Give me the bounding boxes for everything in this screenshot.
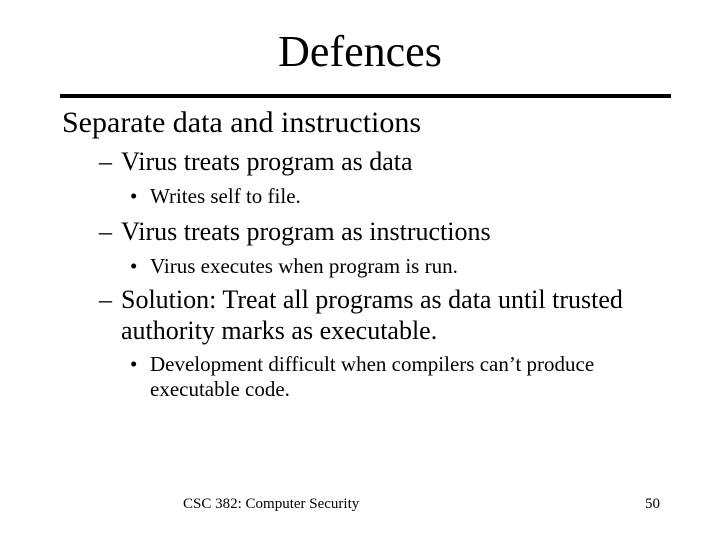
title-divider <box>60 94 671 98</box>
sub-point-text: Solution: Treat all programs as data until trusted authority marks as executable. <box>121 285 623 345</box>
detail-point-text: Development difficult when compilers can’t produce executable code. <box>150 352 595 401</box>
bullet-marker: • <box>130 254 138 278</box>
dash-marker: – <box>99 285 112 314</box>
main-bullet: Separate data and instructions <box>62 106 422 139</box>
slide-title: Defences <box>278 27 442 76</box>
footer-course-title: CSC 382: Computer Security <box>183 496 360 512</box>
sub-point-text: Virus treats program as instructions <box>121 217 491 246</box>
bullet-marker: • <box>130 184 138 208</box>
bullet-marker: • <box>130 352 138 376</box>
detail-point-text: Virus executes when program is run. <box>150 254 458 278</box>
dash-marker: – <box>99 217 112 246</box>
slide-number: 50 <box>645 496 660 512</box>
dash-marker: – <box>99 147 112 176</box>
detail-point-text: Writes self to file. <box>150 184 301 208</box>
sub-point-text: Virus treats program as data <box>121 147 413 176</box>
